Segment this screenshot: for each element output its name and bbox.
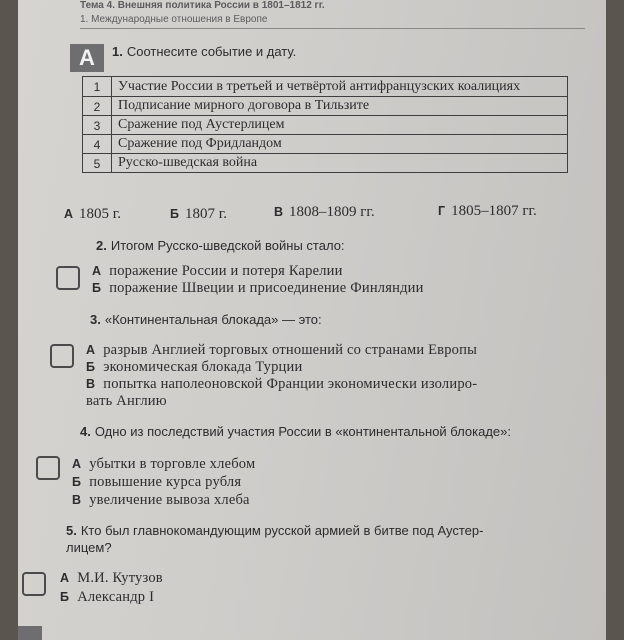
table-row (83, 77, 568, 97)
option-text: экономическая блокада Турции (103, 359, 303, 375)
question-2 (96, 238, 345, 253)
answer-checkbox[interactable] (22, 572, 46, 596)
date-option-letter: Б (170, 207, 179, 221)
option-letter: Б (92, 281, 102, 295)
topic-title: Тема 4. Внешняя политика России в 1801–1812 гг. (80, 0, 325, 11)
option-a (72, 456, 255, 473)
option-text: поражение Швеции и присоединение Финляндии (109, 280, 424, 296)
date-option (274, 204, 375, 221)
date-option-letter: А (64, 207, 74, 221)
question-1-number: 1. (112, 44, 123, 59)
question-5-text-continued: лицем? (66, 540, 112, 555)
table-row (83, 154, 568, 173)
row-event: Русско-шведская война (112, 154, 568, 173)
option-letter: В (86, 377, 96, 391)
question-4 (80, 424, 511, 439)
option-b (72, 474, 241, 491)
option-letter: А (60, 571, 70, 585)
table-row (83, 116, 568, 135)
option-letter: Б (86, 360, 96, 374)
table-row (83, 135, 568, 154)
question-3 (90, 312, 322, 327)
question-5-text: Кто был главнокомандующим русской армией в битве под Аустер- (80, 523, 484, 538)
question-2-text: Итогом Русско-шведской войны стало: (110, 238, 345, 253)
date-option-letter: Г (438, 204, 446, 218)
question-3-number: 3. (90, 312, 101, 327)
date-option (438, 203, 537, 220)
date-option-text: 1805 г. (79, 206, 121, 222)
option-c (72, 492, 250, 509)
workbook-page (18, 0, 606, 640)
option-letter: В (72, 493, 82, 507)
question-5-number: 5. (66, 523, 77, 538)
option-text: М.И. Кутузов (77, 570, 163, 586)
option-a (86, 342, 477, 359)
question-5 (66, 523, 483, 538)
row-number: 1 (83, 77, 112, 97)
date-option-text: 1808–1809 гг. (289, 204, 375, 220)
option-text: поражение России и потеря Карелии (109, 263, 343, 279)
option-text: повышение курса рубля (89, 474, 242, 490)
option-a (92, 263, 343, 280)
answer-checkbox[interactable] (50, 344, 74, 368)
question-4-text: Одно из последствий участия России в «континентальной блокаде»: (94, 424, 511, 439)
date-option-text: 1807 г. (184, 206, 227, 222)
row-number: 4 (83, 135, 112, 154)
answer-checkbox[interactable] (36, 456, 60, 480)
option-b (92, 280, 424, 297)
question-1-text: Соотнесите событие и дату. (126, 44, 297, 59)
option-letter: А (92, 264, 102, 278)
option-a (60, 570, 163, 587)
row-event: Подписание мирного договора в Тильзите (112, 97, 568, 116)
table-row (83, 97, 568, 116)
question-2-number: 2. (96, 238, 107, 253)
date-option (64, 206, 121, 223)
option-letter: А (86, 343, 96, 357)
row-number: 5 (83, 154, 112, 173)
header-divider (80, 28, 585, 29)
question-3-text: «Континентальная блокада» — это: (104, 312, 322, 327)
row-number: 2 (83, 97, 112, 116)
row-event: Сражение под Аустерлицем (112, 116, 568, 135)
option-letter: Б (60, 590, 70, 604)
question-1 (112, 44, 296, 59)
option-letter: А (72, 457, 82, 471)
matching-table (82, 76, 568, 173)
option-b (60, 589, 154, 606)
option-text: Александр I (77, 589, 155, 605)
date-option-text: 1805–1807 гг. (451, 203, 537, 219)
section-a-tab: А (70, 44, 104, 72)
question-4-number: 4. (80, 424, 91, 439)
option-c (86, 376, 477, 393)
answer-checkbox[interactable] (56, 266, 80, 290)
row-event: Сражение под Фридландом (112, 135, 568, 154)
option-text: убытки в торговле хлебом (89, 456, 256, 472)
row-number: 3 (83, 116, 112, 135)
subtopic-title: 1. Международные отношения в Европе (80, 14, 268, 25)
option-b (86, 359, 302, 376)
next-section-tab (18, 626, 42, 640)
row-event: Участие России в третьей и четвёртой антифранцузских коалициях (112, 77, 568, 97)
option-letter: Б (72, 475, 82, 489)
date-option (170, 206, 227, 223)
option-text: попытка наполеоновской Франции экономически изолиро- (103, 376, 478, 392)
option-text: разрыв Англией торговых отношений со странами Европы (103, 342, 478, 358)
option-c-continued: вать Англию (86, 393, 167, 409)
option-text: увеличение вывоза хлеба (89, 492, 250, 508)
date-option-letter: В (274, 205, 284, 219)
